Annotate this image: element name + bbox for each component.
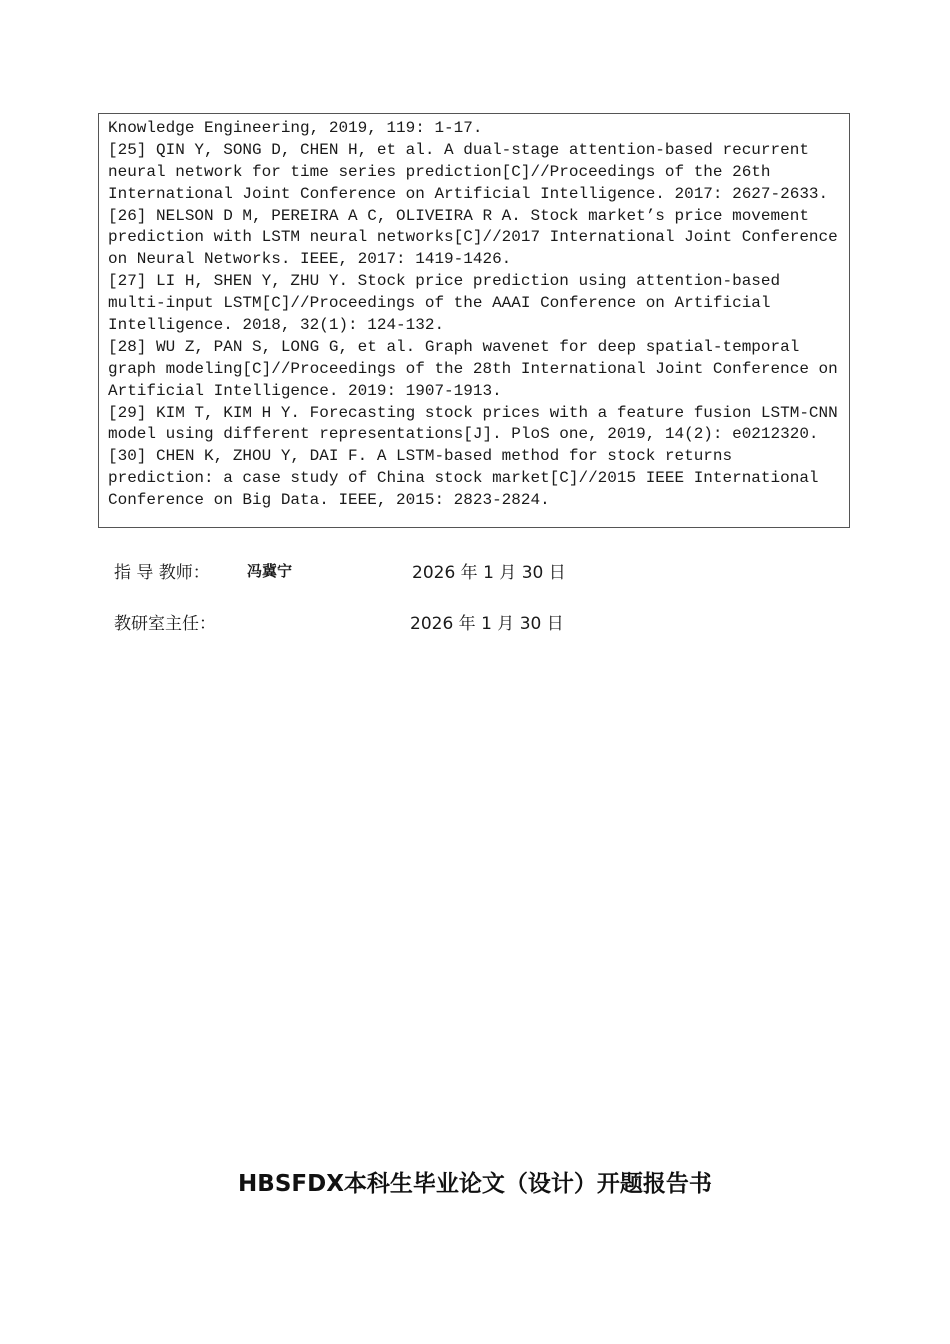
reference-line: [28] WU Z, PAN S, LONG G, et al. Graph wavenet for deep spatial-temporal [108,337,800,356]
advisor-label: 指 导 教师： [114,563,210,583]
director-label: 教研室主任： [114,614,216,634]
reference-line: [29] KIM T, KIM H Y. Forecasting stock prices with a feature fusion LSTM-CNN [108,403,838,422]
advisor-date: 2026 年 1 月 30 日 [412,563,566,583]
reference-line: multi-input LSTM[C]//Proceedings of the AAAI Conference on Artificial [108,294,771,313]
reference-line: [25] QIN Y, SONG D, CHEN H, et al. A dual-stage attention-based recurrent [108,140,809,159]
reference-line: prediction: a case study of China stock market[C]//2015 IEEE International [108,469,819,488]
reference-line: [26] NELSON D M, PEREIRA A C, OLIVEIRA R A. Stock market’s price movement [108,206,809,225]
reference-line: prediction with LSTM neural networks[C]//2017 International Joint Conference [108,228,838,247]
references-box [98,113,850,528]
reference-list [108,118,845,512]
reference-line: Knowledge Engineering, 2019, 119: 1-17. [108,119,483,137]
advisor-name: 冯冀宁 [247,562,293,580]
director-date: 2026 年 1 月 30 日 [410,614,564,634]
reference-line: Artificial Intelligence. 2019: 1907-1913. [108,381,502,400]
reference-line: [27] LI H, SHEN Y, ZHU Y. Stock price prediction using attention-based [108,272,781,291]
director-signature-row [114,609,564,669]
reference-line: on Neural Networks. IEEE, 2017: 1419-1426. [108,250,512,269]
reference-line: [30] CHEN K, ZHOU Y, DAI F. A LSTM-based method for stock returns [108,447,733,466]
reference-line: neural network for time series prediction[C]//Proceedings of the 26th [108,162,771,181]
reference-line: Conference on Big Data. IEEE, 2015: 2823-2824. [108,491,550,510]
reference-line: graph modeling[C]//Proceedings of the 28th International Joint Conference on [108,359,838,378]
reference-line: Intelligence. 2018, 32(1): 124-132. [108,316,445,335]
reference-line: model using different representations[J]. PloS one, 2019, 14(2): e0212320. [108,425,819,444]
document-footer-title: HBSFDX本科生毕业论文（设计）开题报告书 [238,1171,712,1197]
reference-line: International Joint Conference on Artificial Intelligence. 2017: 2627-2633. [108,184,829,203]
